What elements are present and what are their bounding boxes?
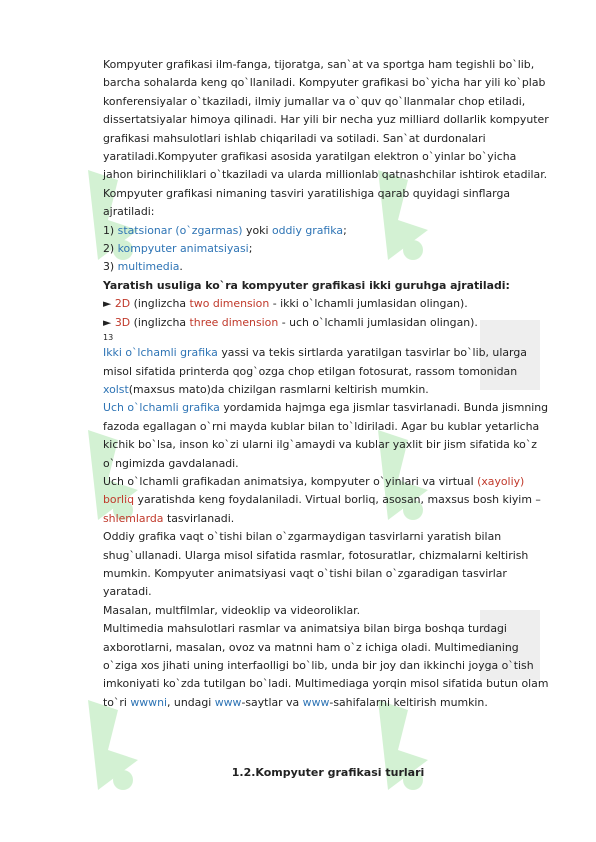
list-item (103, 258, 549, 276)
link[interactable]: Uch o`lchamli grafika (103, 401, 220, 415)
text-span: -saytlar va (241, 695, 303, 709)
link[interactable]: kompyuter animatsiyasi (117, 242, 249, 256)
list-number: 1) (103, 223, 118, 237)
link[interactable]: www (302, 695, 330, 709)
link[interactable]: wwwni (130, 695, 167, 709)
text-span: ; (343, 223, 347, 237)
text-span: (inglizcha (130, 297, 190, 311)
text-span: , undagi (167, 695, 215, 709)
paragraph (103, 344, 549, 399)
paragraph: Oddiy grafika vaqt o`tishi bilan o`zgarmaydigan tasvirlarni yaratish bilan shug`ullanadi. Ularga misol sifatida rasmlar, fotosuratlar, chizmalarni keltirish mumkin. Kompyuter animatsiyasi vaqt o`tishi bilan o`zgaradigan tasvirlar yaratadi. (103, 530, 529, 599)
paragraph: Kompyuter grafikasi nimaning tasviri yaratilishiga qarab quyidagi sinflarga ajratiladi: (103, 186, 511, 219)
list-item (103, 240, 549, 258)
arrow-bullet-icon: ► (103, 297, 115, 311)
bullet-item (103, 314, 549, 332)
link[interactable]: oddiy grafika (271, 223, 344, 237)
bullet-item (103, 295, 549, 313)
link[interactable]: two dimension (189, 297, 270, 311)
bold-statement: Yaratish usuliga ko`ra kompyuter grafikasi ikki guruhga ajratiladi: (103, 278, 510, 292)
text-span: - ikki o`lchamli jumlasidan olingan). (269, 297, 468, 311)
text-span: yoki (242, 223, 272, 237)
text-span: . (179, 260, 183, 274)
paragraph: Kompyuter grafikasi ilm-fanga, tijoratga, san`at va sportga ham tegishli bo`lib, barcha sohalarda keng qo`llaniladi. Kompyuter grafikasi bo`yicha har yili ko`plab konferensiyalar o`tkaziladi, ilmiy jumallar va o`quv qo`llanmalar chop etiladi, dissertatsiyalar himoya qilinadi. Har yili bir necha yuz milliard dollarlik kompyuter grafikasi mahsulotlari ishlab chiqariladi va sotiladi. San`at durdonalari yaratiladi.Kompyuter grafikasi asosida yaratilgan elektron o`yinlar bo`yicha jahon birinchiliklari o`tkaziladi va ularda millionlab qatnashchilar ishtirok etadilar. (103, 58, 549, 182)
link[interactable]: statsionar (o`zgarmas) (117, 223, 243, 237)
text-span: Uch o`lchamli grafikadan animatsiya, kompyuter o`yinlari va virtual (103, 474, 478, 488)
paragraph (103, 399, 549, 473)
text-span: (maxsus mato)da chizilgan rasmlarni keltirish mumkin. (128, 382, 429, 396)
paragraph: Masalan, multfilmlar, videoklip va videoroliklar. (103, 603, 361, 617)
page-number: 13 (103, 333, 114, 343)
paragraph (103, 473, 549, 528)
link[interactable]: 3D (114, 315, 131, 329)
text-span: yassi va tekis sirtlarda yaratilgan tasvirlar bo`lib, ularga misol sifatida printerda qog`ozga chop etilgan fotosurat, rassom tomonidan (103, 346, 527, 378)
arrow-bullet-icon: ► (103, 315, 115, 329)
text-span: yaratishda keng foydalaniladi. Virtual borliq, asosan, maxsus bosh kiyim – (134, 493, 541, 507)
link[interactable]: multimedia (117, 260, 180, 274)
text-span: Multimedia mahsulotlari rasmlar va animatsiya bilan birga boshqa turdagi axborotlarni, masalan, ovoz va matnni ham o`z ichiga oladi. Multimedianing o`ziga xos jihati uning interfaolligi bo`lib, unda bir joy dan ikkinchi joyga o`tish imkoniyati ko`zda tutilgan bo`ladi. Multimediaga yorqin misol sifatida butun olam to`ri (103, 622, 549, 709)
list-number: 3) (103, 260, 118, 274)
text-span: yordamida hajmga ega jismlar tasvirlanadi. Bunda jismning fazoda egallagan o`rni mayda kublar bilan to`ldiriladi. Agar bu kublar yetarlicha kichik bo`lsa, inson ko`zi ularni ilg`amaydi va kublar yaxlit bir jism sifatida ko`z o`ngimizda gavdalanadi. (103, 401, 549, 470)
text-span: ; (248, 242, 253, 256)
section-heading: 1.2.Kompyuter grafikasi turlari (231, 766, 425, 779)
text-span: -sahifalarni keltirish mumkin. (329, 695, 488, 709)
link[interactable]: three dimension (189, 315, 279, 329)
body-text (103, 56, 549, 712)
link[interactable]: xolst (103, 382, 129, 396)
link[interactable]: Ikki o`lchamli grafika (103, 346, 218, 360)
text-span: - uch o`lchamli jumlasidan olingan). (278, 315, 478, 329)
link[interactable]: (xayoliy) borliq (103, 474, 525, 507)
link[interactable]: shlemlarda (103, 511, 164, 525)
text-span: (inglizcha (130, 315, 190, 329)
link[interactable]: 2D (114, 297, 131, 311)
list-number: 2) (103, 242, 118, 256)
paragraph (103, 620, 549, 712)
list-item (103, 222, 549, 240)
text-span: tasvirlanadi. (163, 511, 235, 525)
link[interactable]: www (214, 695, 242, 709)
